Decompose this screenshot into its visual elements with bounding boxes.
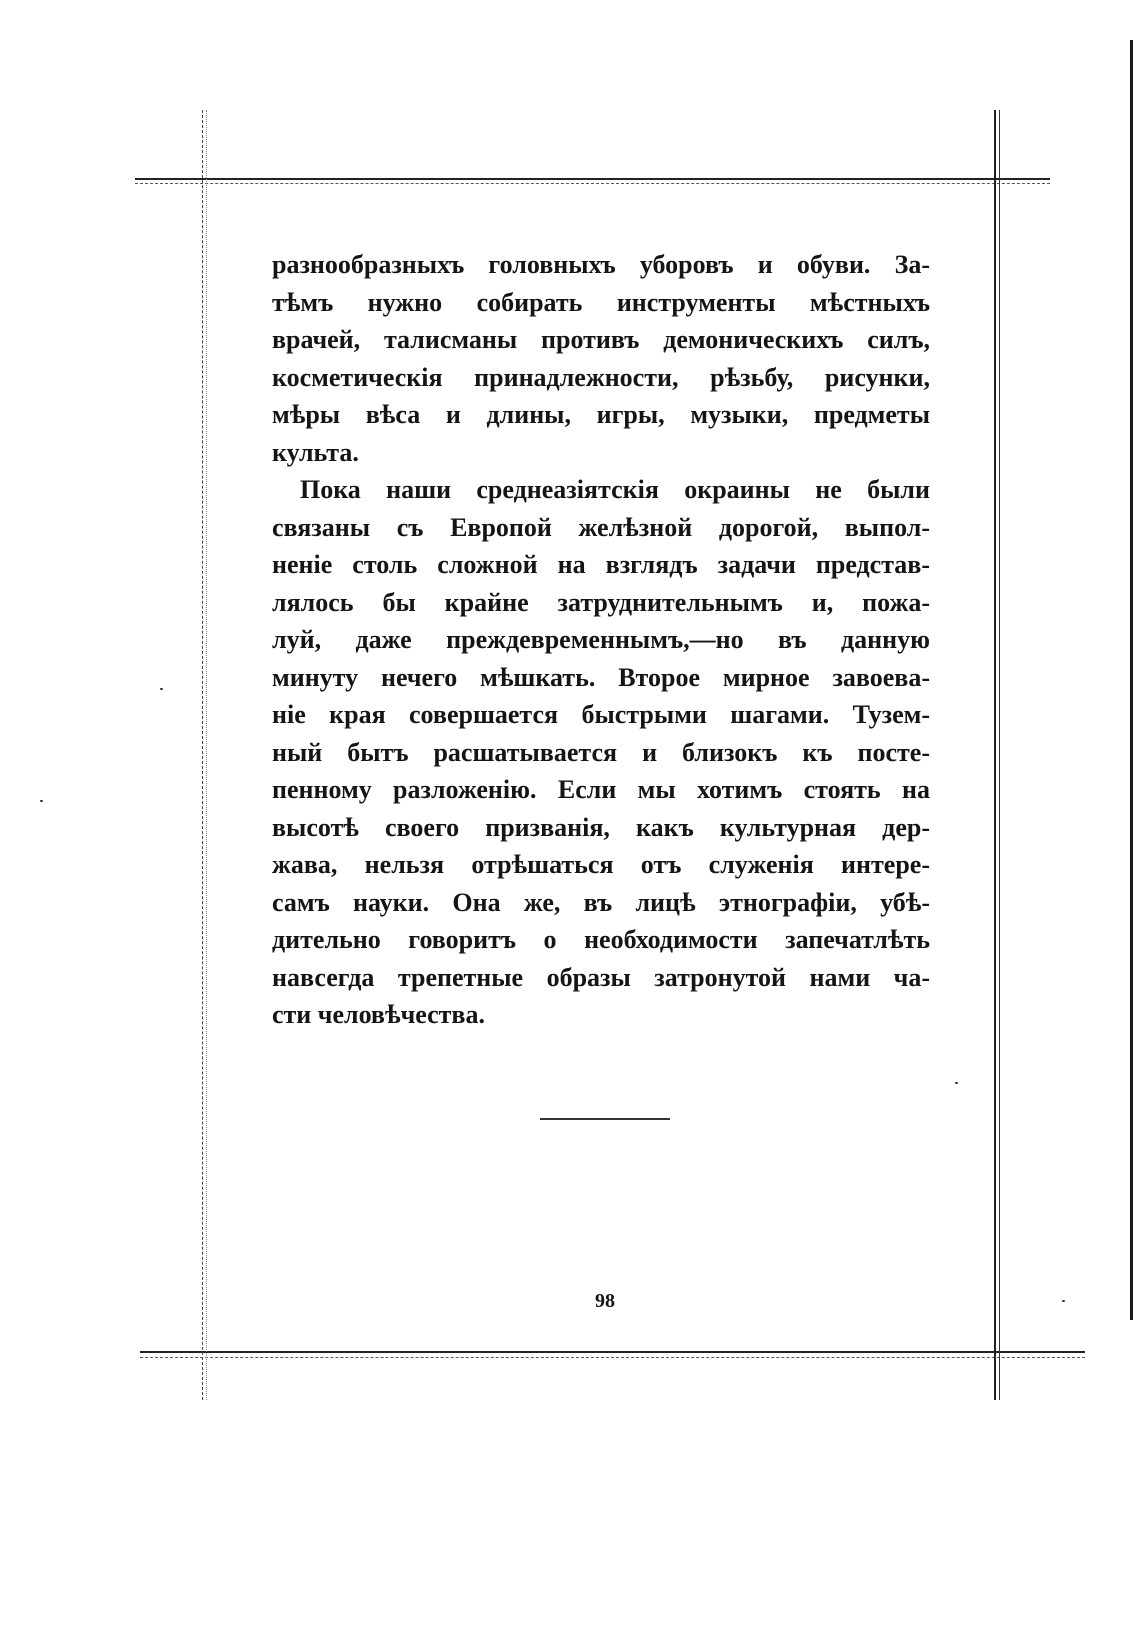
text-line: ніе края совершается быстрыми шагами. Тузем- xyxy=(272,700,930,729)
left-frame-rule xyxy=(202,110,203,1400)
text-line: тѣмъ нужно собирать инструменты мѣстныхъ xyxy=(272,287,930,317)
scan-edge-shadow xyxy=(1130,40,1133,1320)
text-line: связаны съ Европой желѣзной дорогой, выпол- xyxy=(272,512,930,542)
right-frame-rule-inner xyxy=(999,110,1000,1400)
page-number: 98 xyxy=(595,1290,615,1312)
scan-speck xyxy=(955,1082,958,1084)
bottom-frame-rule xyxy=(140,1351,1085,1353)
text-line: разнообразныхъ головныхъ уборовъ и обуви. За- xyxy=(272,250,930,279)
bottom-frame-rule-dashed xyxy=(140,1357,1085,1358)
text-line: культа. xyxy=(272,437,359,467)
text-line: пенному разложенію. Если мы хотимъ стоять на xyxy=(272,775,930,804)
text-line: минуту нечего мѣшкать. Второе мирное завоева- xyxy=(272,662,930,692)
top-frame-rule-dashed xyxy=(135,183,1050,184)
scan-speck xyxy=(160,688,163,690)
scan-speck xyxy=(40,800,43,802)
text-line: луй, даже преждевременнымъ,—но въ данную xyxy=(272,625,930,654)
text-line: жава, нельзя отрѣшаться отъ служенія интере- xyxy=(272,850,930,879)
text-line: Пока наши среднеазіятскія окраины не были xyxy=(300,475,930,504)
text-line: самъ науки. Она же, въ лицѣ этнографіи, убѣ- xyxy=(272,887,930,917)
body-text xyxy=(272,246,930,1034)
text-line: ный бытъ расшатывается и близокъ къ посте- xyxy=(272,737,930,767)
left-frame-rule-dotted xyxy=(206,110,207,1400)
right-frame-rule xyxy=(994,110,996,1400)
text-line: навсегда трепетные образы затронутой нами ча- xyxy=(272,962,930,992)
text-line: неніе столь сложной на взглядъ задачи представ- xyxy=(272,550,930,579)
text-line: косметическія принадлежности, рѣзьбу, рисунки, xyxy=(272,362,930,392)
top-frame-rule xyxy=(135,178,1050,180)
text-line: лялось бы крайне затруднительнымъ и, пожа- xyxy=(272,587,930,617)
text-line: врачей, талисманы противъ демоническихъ силъ, xyxy=(272,325,930,354)
text-line: сти человѣчества. xyxy=(272,1000,485,1029)
text-line: мѣры вѣса и длины, игры, музыки, предметы xyxy=(272,400,930,429)
scan-speck xyxy=(1062,1300,1065,1302)
section-end-rule xyxy=(540,1118,670,1120)
text-line: дительно говоритъ о необходимости запечатлѣть xyxy=(272,925,930,954)
text-line: высотѣ своего призванія, какъ культурная дер- xyxy=(272,812,930,842)
